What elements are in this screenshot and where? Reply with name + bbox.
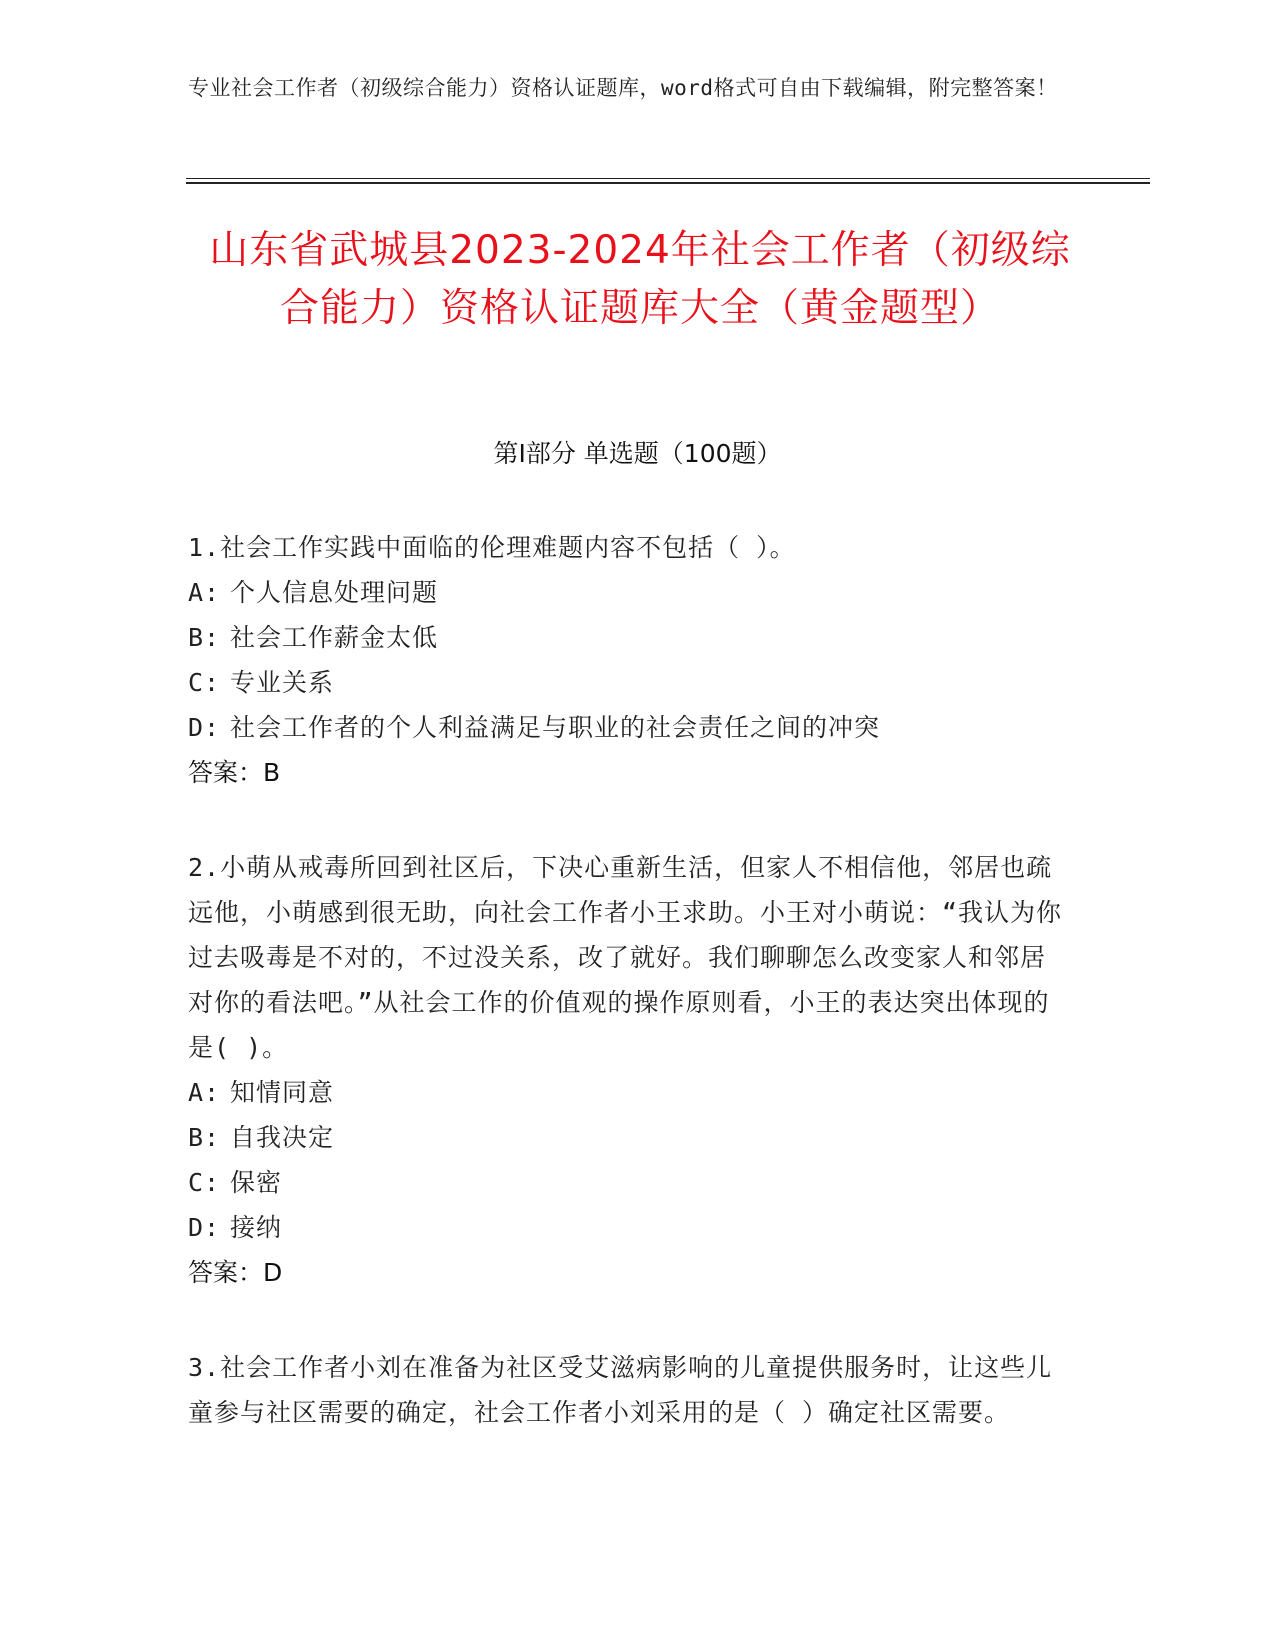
answer-line: 答案：D — [188, 1258, 283, 1287]
option-letter: B: — [188, 623, 221, 652]
option-letter: C: — [188, 668, 221, 697]
option-letter: B: — [188, 1123, 221, 1152]
header-note: 专业社会工作者（初级综合能力）资格认证题库，word格式可自由下载编辑，附完整答案！ — [188, 76, 1058, 100]
question-2 — [188, 845, 1068, 1295]
option-text: 自我决定 — [230, 1123, 335, 1152]
question-1 — [188, 525, 1068, 795]
option-letter: D: — [188, 1213, 221, 1242]
option-d — [188, 1205, 1068, 1250]
option-text: 个人信息处理问题 — [230, 578, 439, 607]
section-heading: 第Ⅰ部分 单选题（100题） — [493, 439, 782, 468]
option-d — [188, 705, 1068, 750]
answer-line: 答案：B — [188, 758, 281, 787]
option-a — [188, 570, 1068, 615]
option-text: 知情同意 — [230, 1078, 335, 1107]
question-stem: 3.社会工作者小刘在准备为社区受艾滋病影响的儿童提供服务时，让这些儿童参与社区需要的确定，社会工作者小刘采用的是（ ）确定社区需要。 — [188, 1353, 1053, 1427]
option-a — [188, 1070, 1068, 1115]
option-letter: A: — [188, 1078, 221, 1107]
option-b — [188, 615, 1068, 660]
header-divider-thin — [186, 178, 1150, 179]
document-title: 山东省武城县2023-2024年社会工作者（初级综合能力）资格认证题库大全（黄金题型） — [209, 228, 1071, 331]
option-c — [188, 1160, 1068, 1205]
question-stem: 1.社会工作实践中面临的伦理难题内容不包括（ ）。 — [188, 533, 796, 562]
option-b — [188, 1115, 1068, 1160]
question-stem: 2.小萌从戒毒所回到社区后，下决心重新生活，但家人不相信他，邻居也疏远他，小萌感到很无助，向社会工作者小王求助。小王对小萌说：“我认为你过去吸毒是不对的，不过没关系，改了就好。我们聊聊怎么改变家人和邻居对你的看法吧。”从社会工作的价值观的操作原则看，小王的表达突出体现的是( )。 — [188, 853, 1063, 1062]
option-letter: A: — [188, 578, 221, 607]
option-text: 保密 — [230, 1168, 283, 1197]
option-text: 专业关系 — [230, 668, 335, 697]
option-text: 社会工作者的个人利益满足与职业的社会责任之间的冲突 — [230, 713, 881, 742]
question-3 — [188, 1345, 1068, 1435]
option-c — [188, 660, 1068, 705]
option-text: 接纳 — [230, 1213, 283, 1242]
option-letter: C: — [188, 1168, 221, 1197]
header-divider-thick — [186, 182, 1150, 184]
option-letter: D: — [188, 713, 221, 742]
option-text: 社会工作薪金太低 — [230, 623, 439, 652]
question-list — [188, 525, 1068, 1485]
